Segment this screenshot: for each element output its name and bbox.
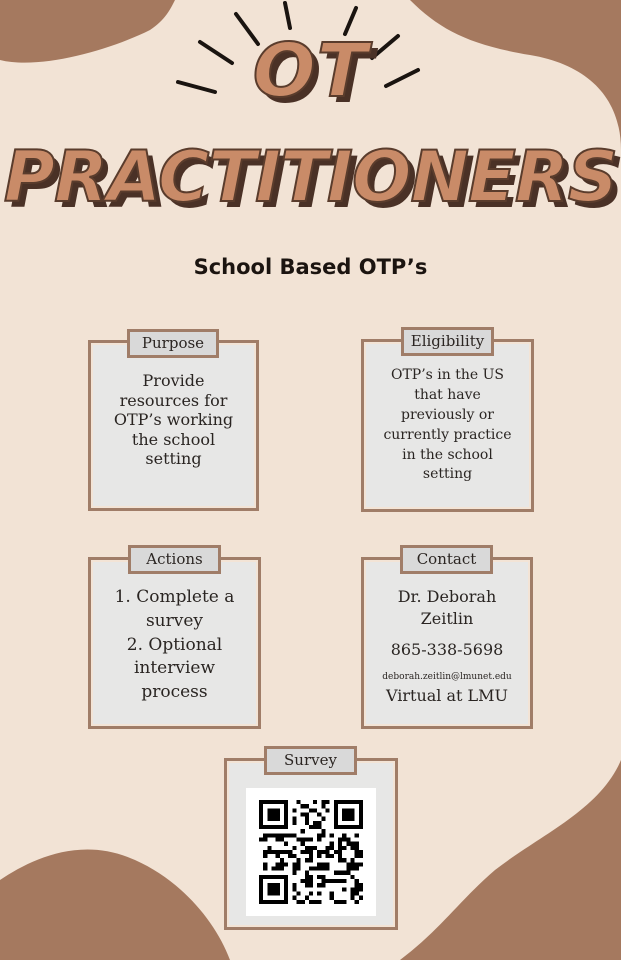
actions-line: interview: [133, 658, 216, 679]
purpose-tab: Purpose: [127, 329, 219, 358]
actions-card: [88, 557, 261, 729]
eligibility-line: in the school: [402, 446, 493, 463]
purpose-line: resources for: [119, 390, 228, 410]
eligibility-tab: Eligibility: [401, 327, 494, 356]
actions-text: [97, 586, 252, 705]
eligibility-text: [370, 366, 525, 485]
survey-tab: Survey: [264, 746, 357, 775]
title-practitioners: PRACTITIONERS: [3, 136, 618, 218]
subtitle: School Based OTP’s: [193, 255, 428, 279]
contact-email[interactable]: deborah.zeitlin@lmunet.edu: [382, 671, 512, 682]
eligibility-line: setting: [422, 466, 473, 483]
contact-text: [370, 586, 524, 705]
purpose-line: Provide: [142, 371, 205, 390]
contact-card: [361, 557, 533, 729]
contact-tab: Contact: [400, 545, 493, 574]
eligibility-line: OTP’s in the US: [390, 367, 505, 383]
actions-line: process: [141, 682, 208, 703]
actions-line: survey: [145, 610, 204, 631]
actions-tab: Actions: [128, 545, 221, 574]
purpose-line: the school: [131, 429, 216, 449]
contact-phone: 865-338-5698: [390, 640, 504, 660]
contact-name: Dr. Deborah: [397, 587, 497, 606]
eligibility-line: previously or: [401, 406, 494, 423]
contact-name-last: Zeitlin: [420, 609, 474, 629]
eligibility-card: [361, 339, 534, 512]
purpose-line: OTP’s working: [113, 410, 234, 430]
purpose-card: [88, 340, 259, 511]
eligibility-line: that have: [414, 386, 481, 403]
actions-line: 1. Complete a: [114, 587, 235, 607]
purpose-text: [97, 371, 250, 469]
title-ot: OT: [252, 28, 369, 114]
qr-code-icon[interactable]: [246, 788, 376, 916]
purpose-line: setting: [145, 449, 202, 469]
contact-location: Virtual at LMU: [385, 685, 509, 705]
eligibility-line: currently practice: [383, 426, 512, 443]
actions-line: 2. Optional: [126, 634, 223, 655]
